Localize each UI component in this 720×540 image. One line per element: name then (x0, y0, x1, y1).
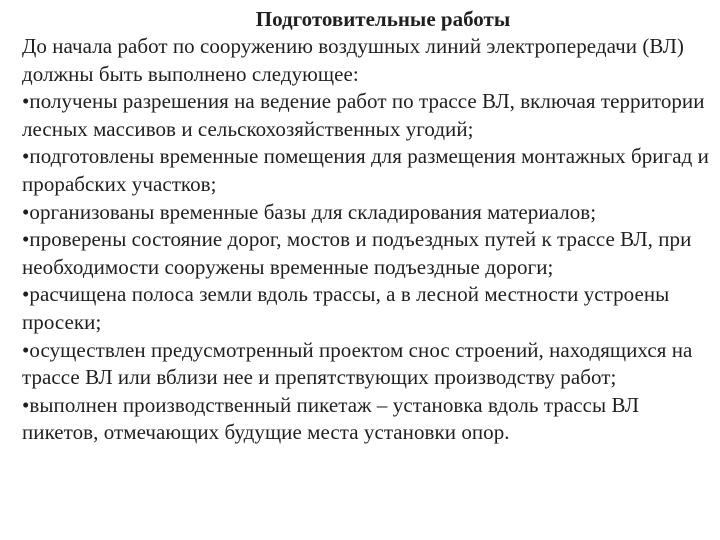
bullet-item (22, 281, 714, 336)
bullet-marker: • (22, 392, 30, 417)
slide-title: Подготовительные работы (255, 7, 511, 31)
bullet-text: выполнен производственный пикетаж – установка вдоль трассы ВЛ пикетов, отмечающих будущие места установки опор. (22, 392, 640, 445)
bullet-text: организованы временные базы для складирования материалов; (29, 199, 597, 224)
bullet-marker: • (22, 227, 30, 252)
bullet-text: проверены состояние дорог, мостов и подъездных путей к трассе ВЛ, при необходимости сооружены временные подъездные дороги; (22, 227, 692, 279)
bullet-marker: • (22, 199, 30, 224)
bullet-text: осуществлен предусмотренный проектом снос строений, находящихся на трассе ВЛ или вблизи нее и препятствующих производству работ; (22, 337, 693, 390)
bullet-marker: • (22, 144, 30, 169)
bullet-item (22, 337, 714, 392)
bullet-item (22, 143, 714, 198)
bullet-marker: • (22, 89, 30, 114)
bullet-marker: • (22, 282, 30, 307)
bullet-item (22, 392, 714, 447)
bullet-item (22, 199, 714, 227)
bullet-item (22, 226, 714, 281)
intro-paragraph: До начала работ по сооружению воздушных линий электропередачи (ВЛ) должны быть выполнено следующее: (22, 34, 684, 86)
bullet-marker: • (22, 337, 30, 362)
bullet-text: получены разрешения на ведение работ по трассе ВЛ, включая территории лесных массивов и сельскохозяйственных угодий; (22, 89, 705, 141)
bullet-text: подготовлены временные помещения для размещения монтажных бригад и прорабских участков; (22, 144, 709, 196)
bullet-text: расчищена полоса земли вдоль трассы, а в лесной местности устроены просеки; (22, 282, 670, 334)
bullet-item (22, 88, 714, 143)
slide-body (22, 33, 714, 447)
